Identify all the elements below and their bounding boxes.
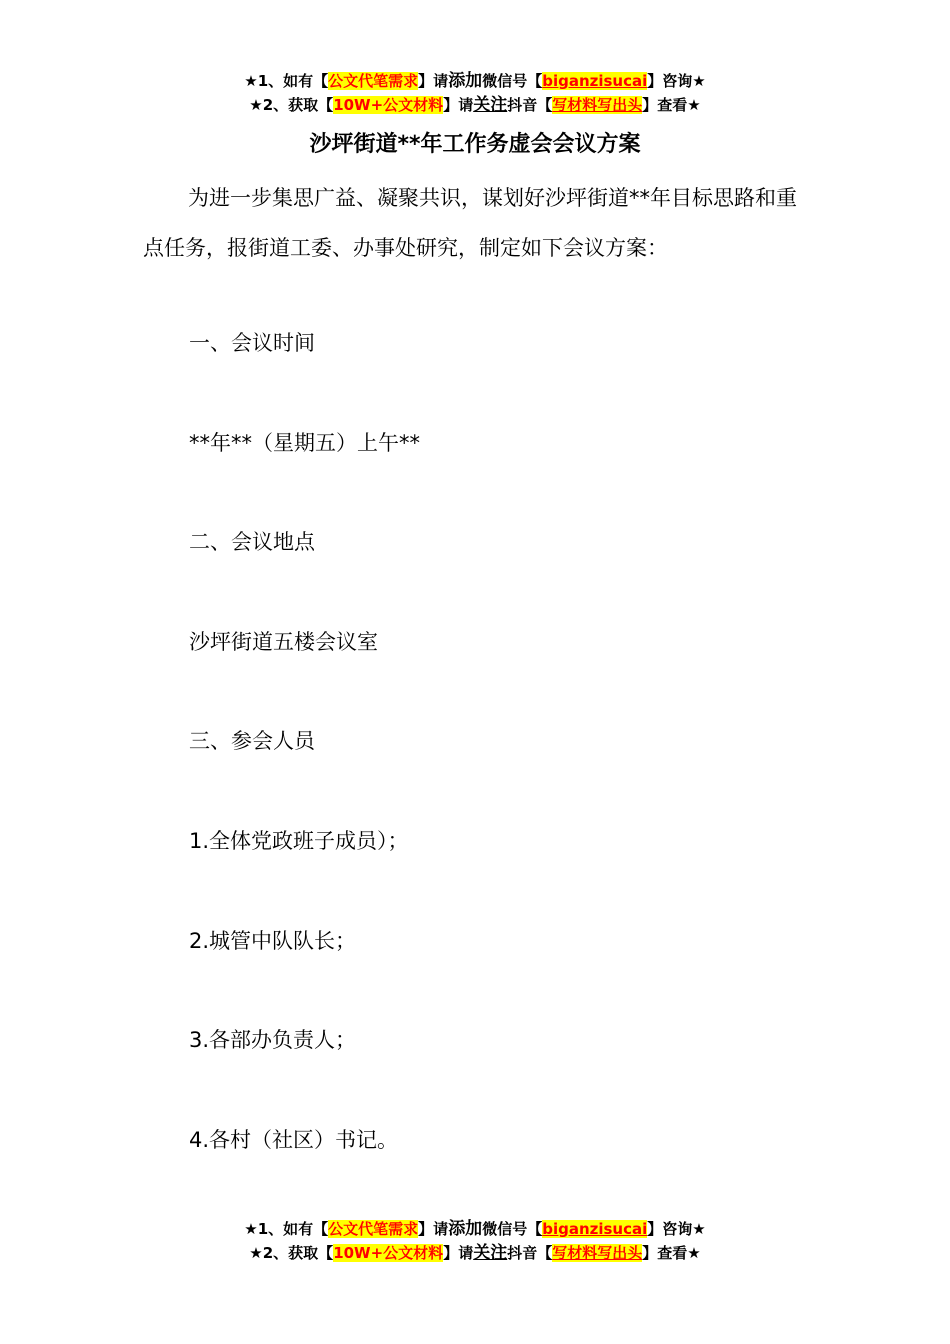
meeting-location: 沙坪街道五楼会议室 — [189, 630, 378, 654]
attendee-item: 4.各村（社区）书记。 — [189, 1128, 399, 1152]
banner-text: 微信号【 — [482, 72, 543, 90]
douyin-account: 写材料写出头 — [552, 1244, 643, 1262]
wechat-id: biganzisucai — [542, 72, 648, 90]
emphasis-text: 关注 — [473, 95, 508, 115]
banner-text: 】咨询★ — [647, 1220, 706, 1238]
banner-line-1 — [0, 69, 950, 93]
banner-text: 】请 — [418, 1220, 449, 1238]
banner-text: ★2、获取【 — [249, 96, 334, 114]
banner-text: 抖音【 — [507, 96, 553, 114]
banner-text: ★2、获取【 — [249, 1244, 334, 1262]
emphasis-text: 关注 — [473, 1243, 508, 1263]
intro-paragraph: 为进一步集思广益、凝聚共识，谋划好沙坪街道**年目标思路和重点任务，报街道工委、办事处研究，制定如下会议方案： — [143, 186, 797, 260]
banner-text: 】咨询★ — [647, 72, 706, 90]
banner-text: 】请 — [418, 72, 449, 90]
header-banner — [0, 69, 950, 117]
douyin-account: 写材料写出头 — [552, 96, 643, 114]
wechat-id: biganzisucai — [542, 1220, 648, 1238]
document-title: 沙坪街道**年工作务虚会会议方案 — [309, 132, 641, 157]
attendee-item: 3.各部办负责人； — [189, 1028, 357, 1052]
meeting-time: **年**（星期五）上午** — [189, 431, 420, 455]
highlight-service: 公文代笔需求 — [328, 72, 419, 90]
banner-text: 】查看★ — [642, 96, 701, 114]
emphasis-text: 添加 — [448, 1219, 483, 1239]
section-heading-attendees: 三、参会人员 — [189, 729, 315, 753]
banner-line-1 — [0, 1217, 950, 1241]
section-heading-time: 一、会议时间 — [189, 331, 315, 355]
highlight-materials: 10W+公文材料 — [333, 1244, 444, 1262]
banner-line-2 — [0, 93, 950, 117]
banner-text: 微信号【 — [482, 1220, 543, 1238]
banner-text: 】查看★ — [642, 1244, 701, 1262]
banner-text: 】请 — [443, 96, 474, 114]
banner-text: ★1、如有【 — [244, 1220, 329, 1238]
banner-text: 】请 — [443, 1244, 474, 1262]
attendee-item: 1.全体党政班子成员）； — [189, 829, 409, 853]
banner-text: ★1、如有【 — [244, 72, 329, 90]
banner-text: 抖音【 — [507, 1244, 553, 1262]
attendee-item: 2.城管中队队长； — [189, 929, 357, 953]
footer-banner — [0, 1217, 950, 1265]
section-heading-location: 二、会议地点 — [189, 530, 315, 554]
emphasis-text: 添加 — [448, 71, 483, 91]
banner-line-2 — [0, 1241, 950, 1265]
highlight-service: 公文代笔需求 — [328, 1220, 419, 1238]
highlight-materials: 10W+公文材料 — [333, 96, 444, 114]
